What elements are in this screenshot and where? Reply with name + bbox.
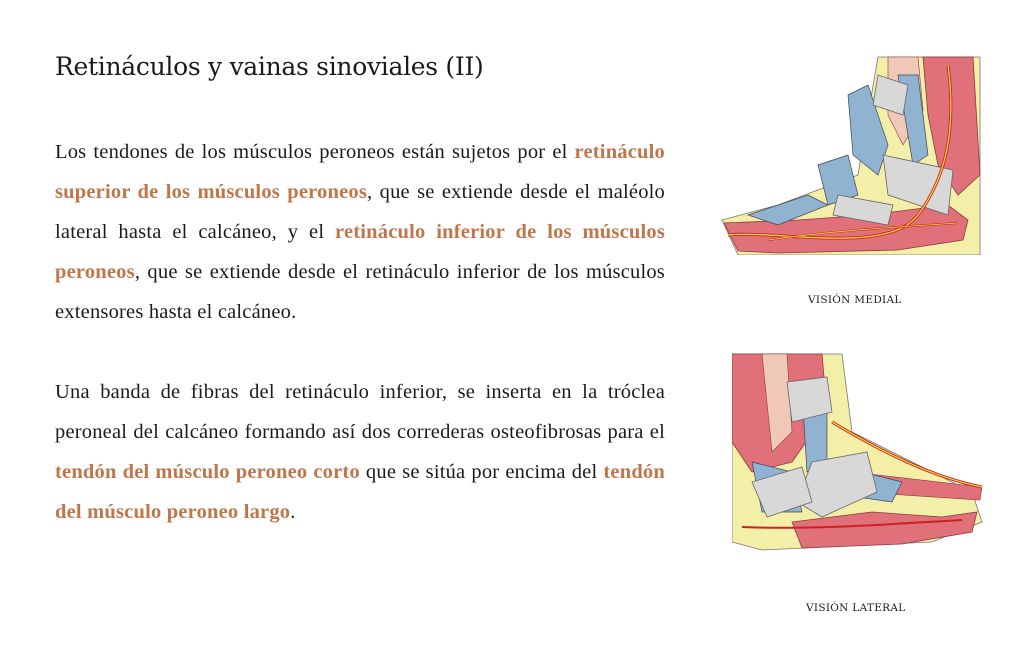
- link-tendon-peroneo-corto[interactable]: tendón del músculo peroneo corto: [55, 461, 360, 483]
- body-text: [55, 132, 665, 572]
- link-retinaculo-inferior[interactable]: retináculo inferior de los músculos peroneos: [55, 221, 665, 283]
- paragraph-1-text-3: , que se extiende desde el retináculo inferior de los músculos extensores hasta el calcáneo.: [55, 261, 665, 323]
- link-tendon-peroneo-largo[interactable]: tendón del músculo peroneo largo: [55, 461, 665, 523]
- paragraph-2-text-2: que se sitúa por encima del: [359, 461, 604, 483]
- paragraph-1: [55, 132, 665, 332]
- caption-medial: VISIÓN MEDIAL: [808, 294, 902, 306]
- page-title: Retináculos y vainas sinoviales (II): [55, 52, 484, 81]
- paragraph-2-text-1: Una banda de fibras del retináculo inferior, se inserta en la tróclea peroneal del calcáneo formando así dos correderas osteofibrosas para el: [55, 381, 665, 443]
- foot-lateral-illustration: [732, 352, 984, 552]
- paragraph-2: [55, 372, 665, 532]
- paragraph-1-text-1: Los tendones de los músculos peroneos están sujetos por el: [55, 141, 575, 163]
- foot-medial-illustration: [718, 55, 983, 255]
- paragraph-2-text-3: .: [290, 501, 296, 523]
- caption-lateral: VISIÓN LATERAL: [806, 602, 906, 614]
- paragraph-1-text-2: , que se extiende desde el maléolo lateral hasta el calcáneo, y el: [55, 181, 666, 243]
- link-retinaculo-superior[interactable]: retináculo superior de los músculos peroneos: [55, 141, 665, 203]
